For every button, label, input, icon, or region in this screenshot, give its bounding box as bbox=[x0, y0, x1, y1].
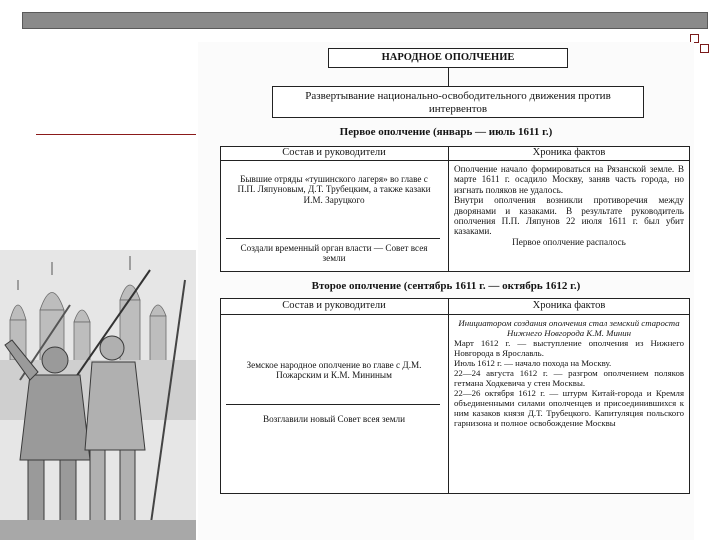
deco-square-2 bbox=[700, 44, 709, 53]
second-militia-heading: Второе ополчение (сентябрь 1611 г. — октябрь 1612 г.) bbox=[311, 280, 581, 292]
first-result: Создали временный орган власти — Совет всея земли bbox=[240, 243, 428, 264]
first-left-col-title: Состав и руководители bbox=[282, 147, 386, 158]
second-members: Земское народное ополчение во главе с Д.М. Пожарским и К.М. Мининым bbox=[246, 360, 422, 381]
first-table-divider bbox=[448, 146, 449, 272]
doc-title: НАРОДНОЕ ОПОЛЧЕНИЕ bbox=[328, 48, 568, 68]
second-chronicle bbox=[454, 318, 684, 428]
first-chronicle-p3: Первое ополчение распалось bbox=[512, 236, 626, 247]
second-result-rule bbox=[226, 404, 440, 405]
second-chronicle-intro: Инициатором создания ополчения стал земский староста Нижнего Новгорода К.М. Минин bbox=[458, 318, 680, 338]
second-chronicle-p4: 22—26 октября 1612 г. — штурм Китай-города и Кремля объединенными силами ополченцев и присоединившихся к ним казаков князя Д.Т. Трубецкого. Капитуляция польского гарнизона и полное освобождение Москвы bbox=[454, 388, 684, 428]
second-chronicle-p1: Март 1612 г. — выступление ополчения из Нижнего Новгорода в Ярославль. bbox=[454, 338, 684, 358]
first-table-header-rule bbox=[220, 160, 690, 161]
red-divider bbox=[36, 134, 196, 135]
first-chronicle-p2: Внутри ополчения возникли противоречия между дворянами и казаками. В результате руководитель ополчения П.П. Ляпунов 22 июля 1611 г. был убит казаками. bbox=[454, 195, 684, 237]
second-right-col-title: Хроника фактов bbox=[532, 300, 606, 311]
document-scan bbox=[198, 42, 694, 540]
second-chronicle-p2: Июль 1612 г. — начало похода на Москву. bbox=[454, 358, 612, 368]
second-table-header-rule bbox=[220, 314, 690, 315]
first-chronicle-p1: Ополчение начало формироваться на Рязанской земле. В марте 1611 г. осадило Москву, заняв часть города, но изгнать поляков не удалось. bbox=[454, 164, 684, 195]
first-militia-heading: Первое ополчение (январь — июль 1611 г.) bbox=[339, 126, 553, 138]
first-right-col-title: Хроника фактов bbox=[532, 147, 606, 158]
first-result-rule bbox=[226, 238, 440, 239]
doc-subtitle: Развертывание национально-освободительного движения против интервентов bbox=[272, 86, 644, 118]
second-chronicle-p3: 22—24 августа 1612 г. — разгром ополчением поляков гетмана Ходкевича у стен Москвы. bbox=[454, 368, 684, 388]
second-left-col-title: Состав и руководители bbox=[282, 300, 386, 311]
first-chronicle bbox=[454, 164, 684, 247]
second-table-divider bbox=[448, 298, 449, 494]
first-members: Бывшие отряды «тушинского лагеря» во главе с П.П. Ляпуновым, Д.Т. Трубецким, а также казаки И.М. Заруцкого bbox=[237, 174, 431, 205]
connector-line bbox=[448, 68, 449, 86]
militia-illustration bbox=[0, 250, 196, 540]
slide-top-bar bbox=[22, 12, 708, 29]
second-result: Возглавили новый Совет всея земли bbox=[262, 414, 406, 424]
